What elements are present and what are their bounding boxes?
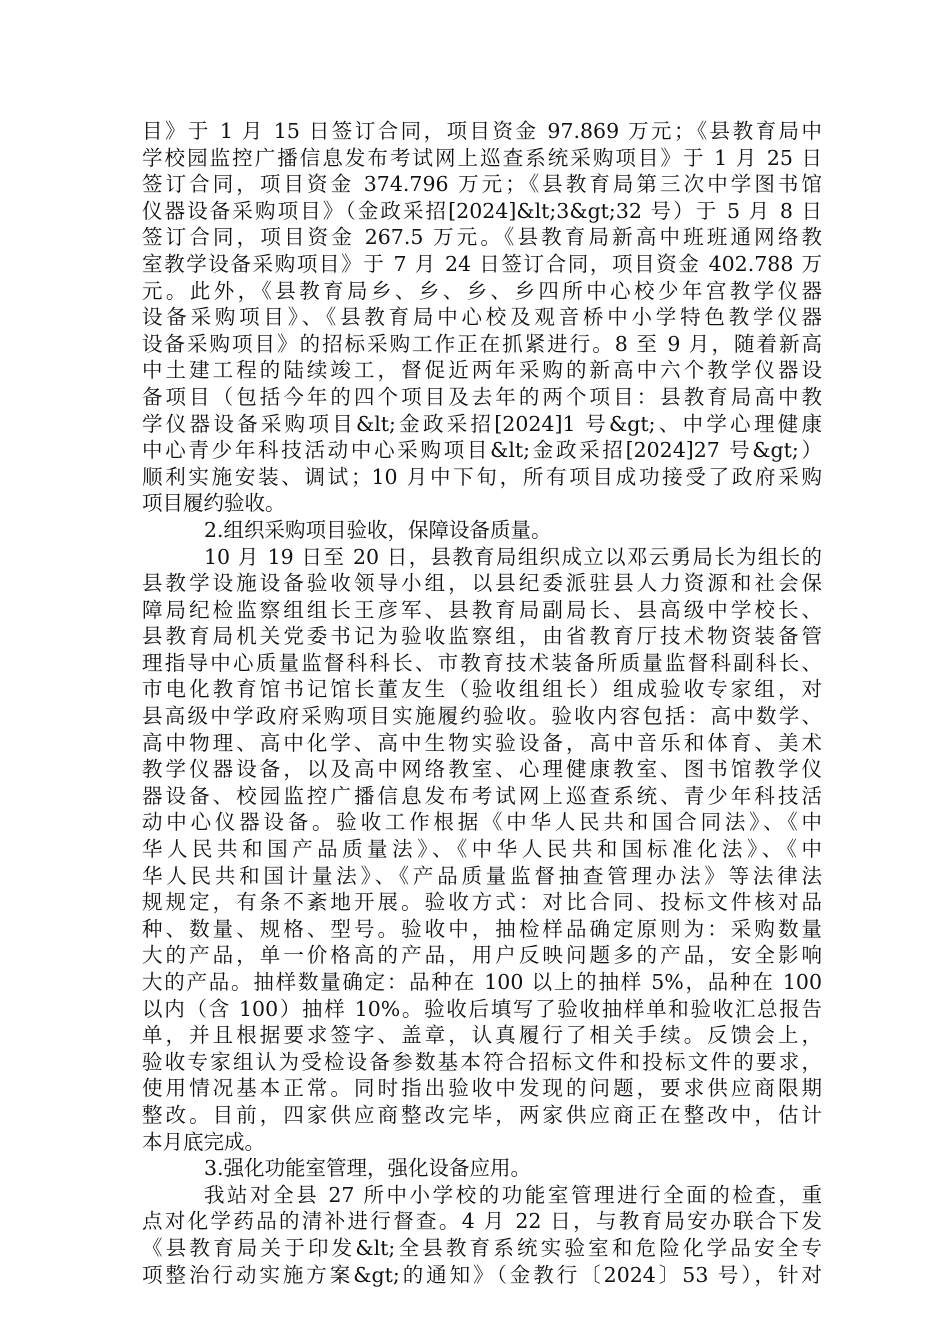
text-line: 障局纪检监察组组长王彦军、县教育局副局长、县高级中学校长、 <box>142 597 822 622</box>
text-line: 项整治行动实施方案&gt;的通知》（金教行〔2024〕53 号），针对 <box>142 1262 822 1287</box>
text-line: 设备采购项目》的招标采购工作正在抓紧进行。8 至 9 月，随着新高 <box>142 331 822 356</box>
text-line: 理指导中心质量监督科科长、市教育技术装备所质量监督科副科长、 <box>142 650 822 675</box>
paragraph-start-line: 我站对全县 27 所中小学校的功能室管理进行全面的检查，重 <box>204 1182 822 1207</box>
paragraph-start-line: 10 月 19 日至 20 日，县教育局组织成立以邓云勇局长为组长的 <box>204 544 822 569</box>
text-line: 县教学设施设备验收领导小组，以县纪委派驻县人力资源和社会保 <box>142 571 822 596</box>
text-line: 中心青少年科技活动中心采购项目&lt;金政采招[2024]27 号&gt;） <box>142 438 822 463</box>
text-line: 教学仪器设备，以及高中网络教室、心理健康教室、图书馆教学仪 <box>142 757 822 782</box>
text-line: 华人民共和国产品质量法》、《中华人民共和国标准化法》、《中 <box>142 837 822 862</box>
paragraph-end-line: 项目履约验收。 <box>142 491 286 516</box>
text-line: 单，并且根据要求签字、盖章，认真履行了相关手续。反馈会上， <box>142 1023 822 1048</box>
text-line: 中土建工程的陆续竣工，督促近两年采购的新高中六个教学仪器设 <box>142 358 822 383</box>
document-body <box>142 118 822 1288</box>
text-line: 县教育局机关党委书记为验收监察组，由省教育厅技术物资装备管 <box>142 624 822 649</box>
text-line: 器设备、校园监控广播信息发布考试网上巡查系统、青少年科技活 <box>142 783 822 808</box>
text-line: 仪器设备采购项目》（金政采招[2024]&lt;3&gt;32 号）于 5 月 8 日 <box>142 198 822 223</box>
text-line: 备项目（包括今年的四个项目及去年的两个项目：县教育局高中教 <box>142 384 822 409</box>
text-line: 以内（含 100）抽样 10%。验收后填写了验收抽样单和验收汇总报告 <box>142 996 822 1021</box>
text-line: 室教学设备采购项目》于 7 月 24 日签订合同，项目资金 402.788 万 <box>142 251 822 276</box>
text-line: 学校园监控广播信息发布考试网上巡查系统采购项目》于 1 月 25 日 <box>142 145 822 170</box>
section-heading: 3.强化功能室管理，强化设备应用。 <box>204 1156 532 1181</box>
paragraph-end-line: 本月底完成。 <box>142 1129 265 1154</box>
text-line: 点对化学药品的清补进行督查。4 月 22 日，与教育局安办联合下发 <box>142 1209 822 1234</box>
text-line: 华人民共和国计量法》、《产品质量监督抽查管理办法》等法律法 <box>142 863 822 888</box>
text-line: 签订合同，项目资金 374.796 万元；《县教育局第三次中学图书馆 <box>142 172 822 197</box>
text-line: 目》于 1 月 15 日签订合同，项目资金 97.869 万元；《县教育局中 <box>142 119 822 143</box>
text-line: 县高级中学政府采购项目实施履约验收。验收内容包括：高中数学、 <box>142 704 822 729</box>
text-line: 学仪器设备采购项目&lt;金政采招[2024]1 号&gt;、中学心理健康 <box>142 411 822 436</box>
text-line: 设备采购项目》、《县教育局中心校及观音桥中小学特色教学仪器 <box>142 305 822 330</box>
text-line: 《县教育局关于印发&lt;全县教育系统实验室和危险化学品安全专 <box>142 1235 822 1260</box>
text-line: 顺利实施安装、调试；10 月中下旬，所有项目成功接受了政府采购 <box>142 464 822 489</box>
text-line: 高中物理、高中化学、高中生物实验设备，高中音乐和体育、美术 <box>142 730 822 755</box>
text-line: 大的产品，单一价格高的产品，用户反映问题多的产品，安全影响 <box>142 943 822 968</box>
text-line: 整改。目前，四家供应商整改完毕，两家供应商正在整改中，估计 <box>142 1102 822 1127</box>
text-line: 签订合同，项目资金 267.5 万元。《县教育局新高中班班通网络教 <box>142 225 822 250</box>
text-line: 验收专家组认为受检设备参数基本符合招标文件和投标文件的要求， <box>142 1049 822 1074</box>
text-line: 动中心仪器设备。验收工作根据《中华人民共和国合同法》、《中 <box>142 810 822 835</box>
text-line: 规规定，有条不紊地开展。验收方式：对比合同、投标文件核对品 <box>142 890 822 915</box>
text-line: 元。此外，《县教育局乡、乡、乡、乡四所中心校少年宫教学仪器 <box>142 278 822 303</box>
text-line: 市电化教育馆书记馆长董友生（验收组组长）组成验收专家组，对 <box>142 677 822 702</box>
section-heading: 2.组织采购项目验收，保障设备质量。 <box>204 517 552 542</box>
text-line: 种、数量、规格、型号。验收中，抽检样品确定原则为：采购数量 <box>142 916 822 941</box>
text-line: 大的产品。抽样数量确定：品种在 100 以上的抽样 5%，品种在 100 <box>142 970 822 994</box>
text-line: 使用情况基本正常。同时指出验收中发现的问题，要求供应商限期 <box>142 1076 822 1101</box>
